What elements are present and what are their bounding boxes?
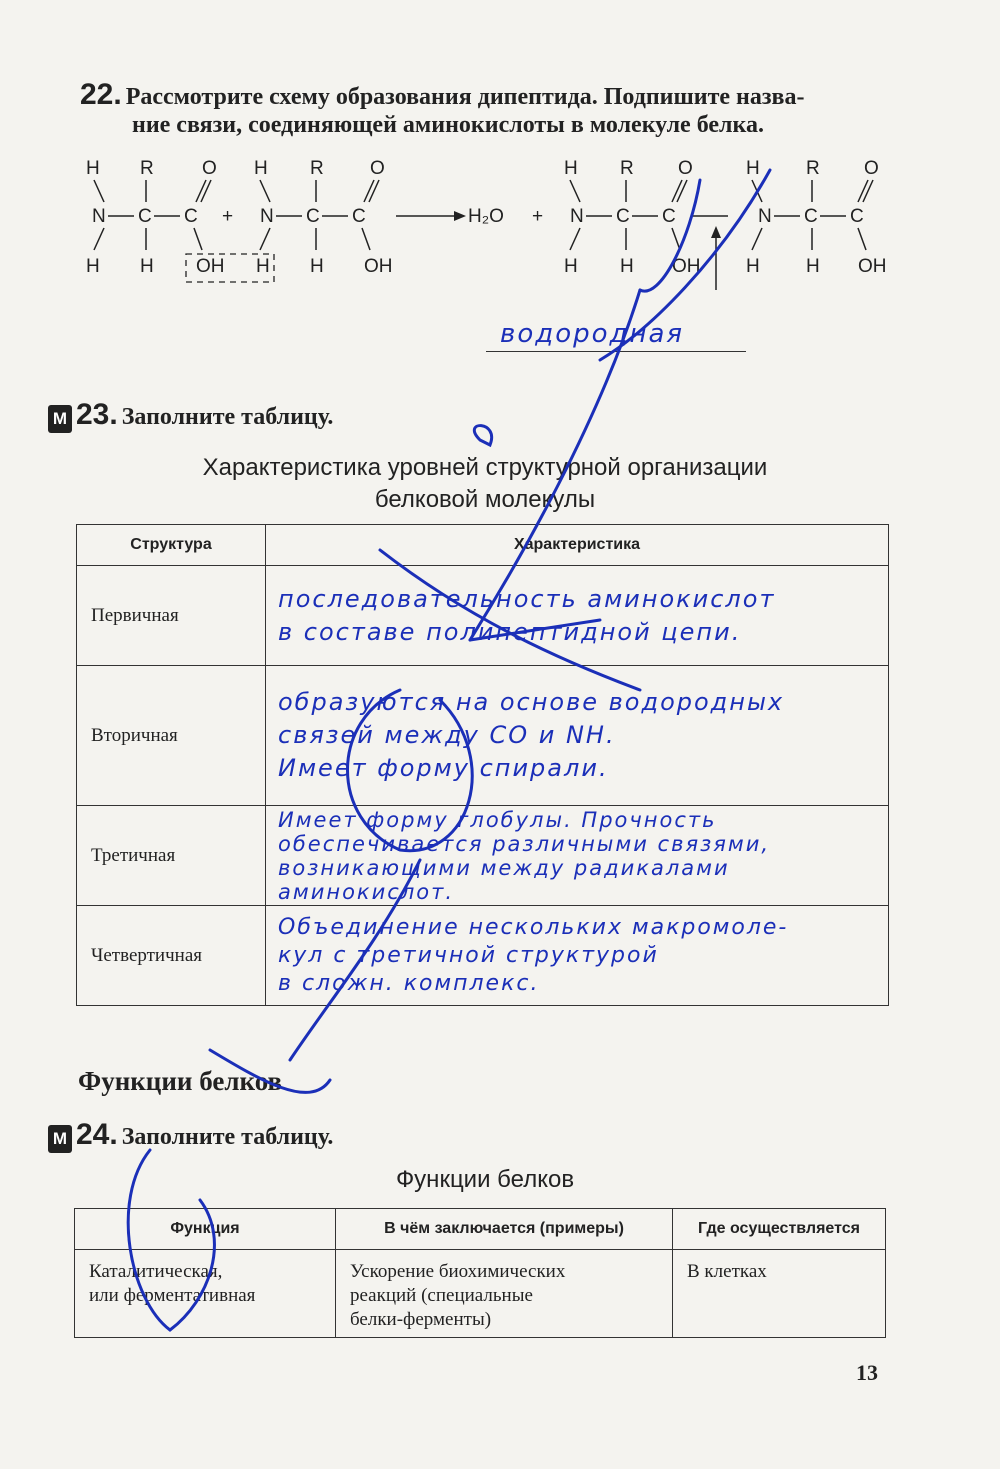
cell-function [75,1250,336,1338]
task-22-answer: водородная [500,319,685,349]
section-title: Функции белков [78,1066,283,1096]
f-h5: H [256,256,270,277]
table-24-caption: Функции белков [395,1166,575,1193]
cell-line: или ферментативная [89,1285,256,1306]
f-h10: H [620,256,634,277]
answer-tertiary[interactable] [266,806,889,906]
answer-secondary[interactable] [266,666,889,806]
task-24-number: 24. [76,1118,118,1151]
f-r4: R [806,158,820,179]
task-22-text-line1: Рассмотрите схему образования дипептида. Подпишите назва- [125,84,805,110]
f-h12: H [806,256,820,277]
f-o1: O [202,158,217,179]
header-essence: В чём заключается (примеры) [336,1209,673,1250]
row-label-secondary: Вторичная [77,666,266,806]
f-oh2: OH [364,256,393,277]
table-23-caption [80,452,890,516]
header-location: Где осуществляется [673,1209,886,1250]
answer-line: в сложн. комплекс. [278,970,540,996]
f-oh4: OH [858,256,887,277]
structure-table [76,524,889,1006]
row-label-primary: Первичная [77,566,266,666]
f-plus1: + [222,206,234,227]
f-oh3: OH [672,256,701,277]
header-structure: Структура [77,525,266,566]
task-23-header [48,398,333,433]
cell-line: белки-ферменты) [350,1309,492,1330]
row-label-quaternary: Четвертичная [77,906,266,1006]
row-label-tertiary: Третичная [77,806,266,906]
functions-table [74,1208,886,1338]
f-n4: N [758,206,772,227]
f-c4: C [352,206,366,227]
answer-line [486,351,746,352]
answer-line: возникающими между радикалами [278,855,730,880]
table-row [75,1250,886,1338]
f-plus2: + [532,206,544,227]
task-24-header [48,1118,333,1153]
answer-quaternary[interactable] [266,906,889,1006]
f-h1: H [86,158,100,179]
f-h4: H [254,158,268,179]
f-h2: H [86,256,100,277]
answer-line: связей между CO и NH. [278,721,616,749]
f-c2: C [184,206,198,227]
table-row [77,806,889,906]
answer-line: Имеет форму глобулы. Прочность [278,807,717,832]
f-r2: R [310,158,324,179]
answer-line: кул с третичной структурой [278,942,659,968]
f-h3: H [140,256,154,277]
cell-line: реакций (специальные [350,1285,533,1306]
table-header-row [77,525,889,566]
f-c7: C [804,206,818,227]
table-row [77,566,889,666]
answer-primary[interactable] [266,566,889,666]
f-c5: C [616,206,630,227]
f-o2: O [370,158,385,179]
f-h6: H [310,256,324,277]
header-function: Функция [75,1209,336,1250]
f-h9: H [564,256,578,277]
f-n2: N [260,206,274,227]
task-23-text: Заполните таблицу. [121,404,334,430]
f-c6: C [662,206,676,227]
f-h11: H [746,256,760,277]
table-row [77,666,889,806]
page-number: 13 [856,1360,878,1385]
header-characteristic: Характеристика [266,525,889,566]
answer-line: аминокислот. [278,879,454,904]
answer-line: Объединение нескольких макромоле- [278,914,789,940]
method-badge: М [48,1125,72,1153]
task-22-number: 22. [80,78,122,111]
answer-line: образуются на основе водородных [278,688,785,716]
cell-essence [336,1250,673,1338]
cell-line: Ускорение биохимических [350,1261,566,1282]
f-h7: H [564,158,578,179]
f-water: H₂O [468,206,504,227]
f-n3: N [570,206,584,227]
f-c3: C [306,206,320,227]
task-22-text-line2: ние связи, соединяющей аминокислоты в молекуле белка. [132,112,764,138]
task-22-header [80,78,900,112]
f-h8: H [746,158,760,179]
f-r3: R [620,158,634,179]
task-23-number: 23. [76,398,118,431]
table-23-caption-line2: белковой молекулы [374,486,596,513]
answer-line: последовательность аминокислот [278,584,776,613]
table-row [77,906,889,1006]
cell-line: Каталитическая, [89,1261,223,1282]
answer-line: обеспечивается различными связями, [278,831,771,856]
dipeptide-formula [70,150,900,290]
task-24-text: Заполните таблицу. [121,1124,334,1150]
f-o3: O [678,158,693,179]
table-23-caption-line1: Характеристика уровней структурной организации [202,454,768,481]
answer-line: Имеет форму спирали. [278,754,609,782]
f-n1: N [92,206,106,227]
f-c1: C [138,206,152,227]
f-r1: R [140,158,154,179]
f-oh1: OH [196,256,225,277]
method-badge: М [48,405,72,433]
f-c8: C [850,206,864,227]
table-header-row [75,1209,886,1250]
answer-line: в составе полипептидной цепи. [278,617,742,646]
f-o4: O [864,158,879,179]
cell-location: В клетках [673,1250,886,1338]
